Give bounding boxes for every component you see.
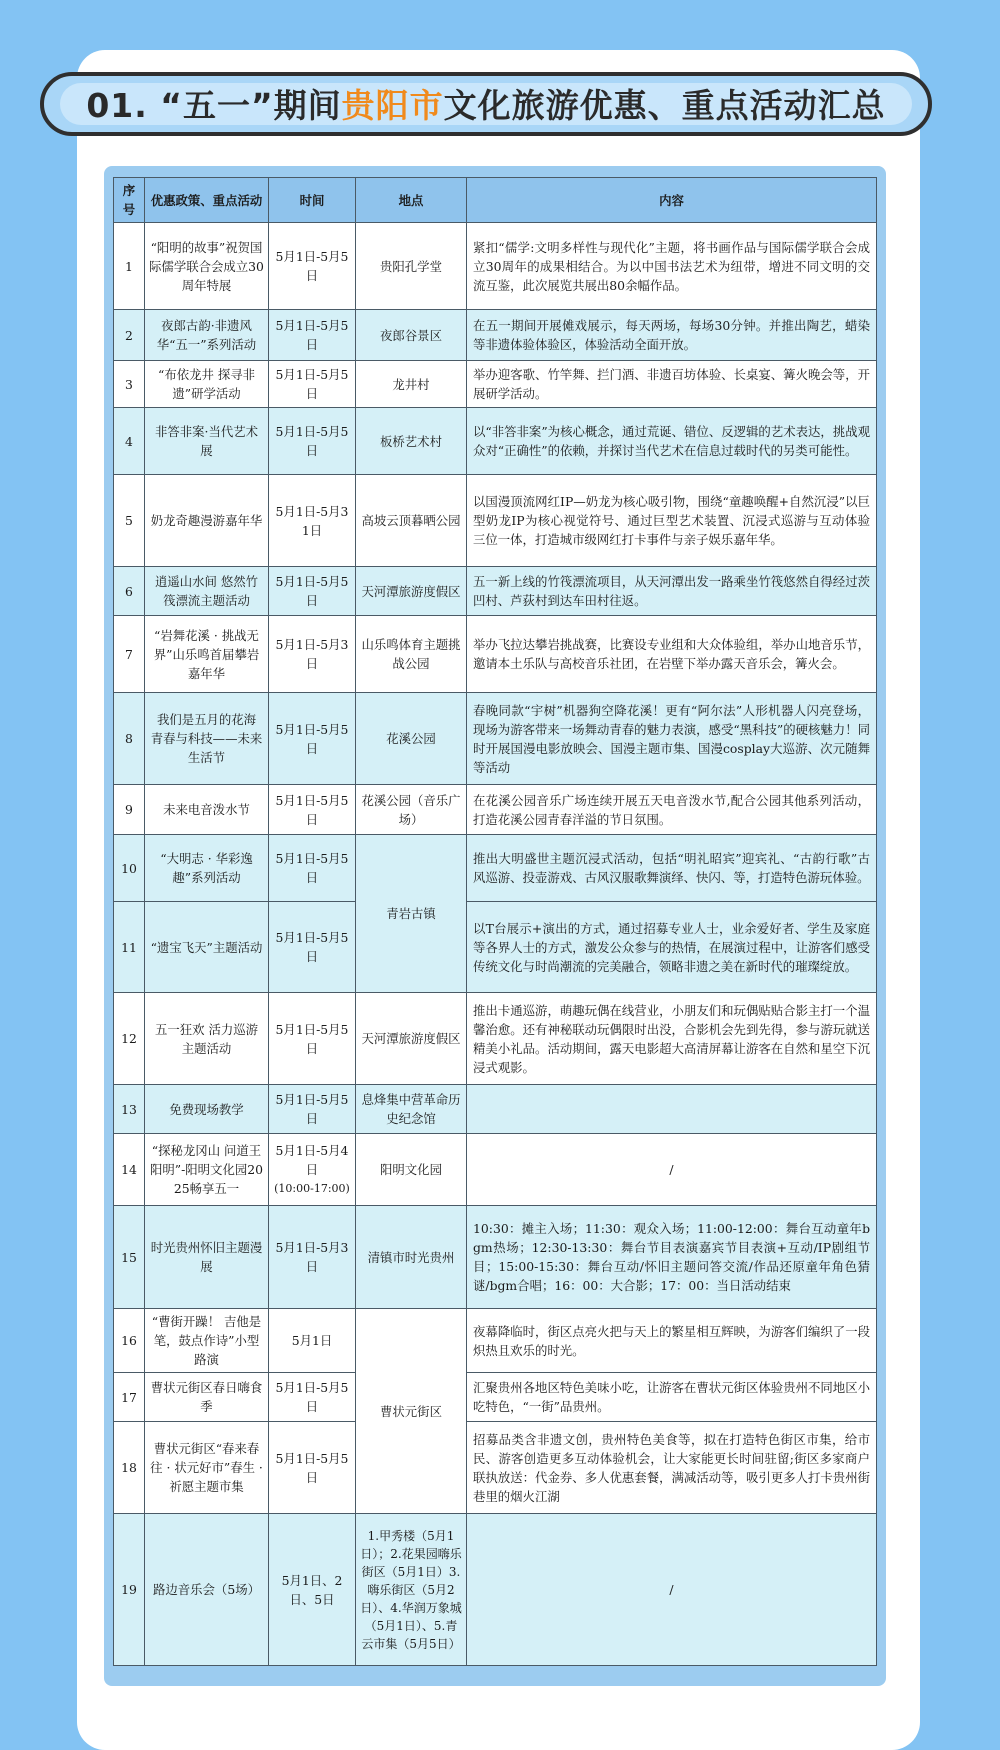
row-place: 山乐鸣体育主题挑战公园 — [356, 616, 467, 693]
row-no: 17 — [114, 1373, 145, 1422]
row-time: 5月1日-5月5日 — [269, 835, 356, 902]
row-no: 4 — [114, 408, 145, 475]
row-place-merged: 曹状元街区 — [356, 1309, 467, 1514]
row-name: “探秘龙冈山 问道王阳明”-阳明文化园2025畅享五一 — [145, 1134, 269, 1206]
page-title — [44, 80, 928, 127]
row-no: 10 — [114, 835, 145, 902]
row-time: 5月1日-5月5日 — [269, 310, 356, 361]
row-content: 五一新上线的竹筏漂流项目，从天河潭出发一路乘坐竹筏悠然自得经过茨凹村、芦荻村到达车田村往返。 — [467, 567, 877, 616]
row-content: 招募品类含非遗文创，贵州特色美食等，拟在打造特色街区市集，给市民、游客创造更多互动体验机会，让大家能更长时间驻留;街区多家商户联执放送：代金券、多人优惠套餐，满减活动等，吸引更多人打卡贵州街巷里的烟火江湖 — [467, 1422, 877, 1514]
row-no: 1 — [114, 223, 145, 310]
row-place-merged: 青岩古镇 — [356, 835, 467, 993]
table-row — [114, 835, 877, 902]
row-content: 在五一期间开展傩戏展示，每天两场，每场30分钟。并推出陶艺，蜡染等非遗体验体验区，体验活动全面开放。 — [467, 310, 877, 361]
row-no: 14 — [114, 1134, 145, 1206]
row-content: 以T台展示+演出的方式，通过招募专业人士，业余爱好者、学生及家庭等各界人士的方式，激发公众参与的热情，在展演过程中，让游客们感受传统文化与时尚潮流的完美融合，领略非遗之美在新时代的璀璨绽放。 — [467, 902, 877, 993]
row-name: 路边音乐会（5场） — [145, 1514, 269, 1666]
table-row — [114, 785, 877, 835]
table-row — [114, 475, 877, 567]
row-time: 5月1日-5月5日 — [269, 567, 356, 616]
row-place: 花溪公园（音乐广场） — [356, 785, 467, 835]
row-name: 时光贵州怀旧主题漫展 — [145, 1206, 269, 1309]
row-content: / — [467, 1134, 877, 1206]
table-row — [114, 1514, 877, 1666]
row-no: 13 — [114, 1085, 145, 1134]
row-content: 举办飞拉达攀岩挑战赛，比赛设专业组和大众体验组，举办山地音乐节，邀请本土乐队与高校音乐社团，在岩壁下举办露天音乐会，篝火会。 — [467, 616, 877, 693]
row-name: 我们是五月的花海 青春与科技——未来生活节 — [145, 693, 269, 785]
row-time — [269, 1134, 356, 1206]
table-row — [114, 993, 877, 1085]
table-row — [114, 408, 877, 475]
table-row — [114, 1422, 877, 1514]
row-time-date: 5月1日-5月4日 — [275, 1143, 349, 1177]
row-no: 2 — [114, 310, 145, 361]
col-header-name: 优惠政策、重点活动 — [145, 178, 269, 223]
row-content: 推出大明盛世主题沉浸式活动，包括“明礼昭宾”迎宾礼、“古韵行歌”古风巡游、投壶游戏、古风汉服歌舞演绎、快闪、等，打造特色游玩体验。 — [467, 835, 877, 902]
activity-table — [113, 177, 877, 1666]
row-name: “遗宝飞天”主题活动 — [145, 902, 269, 993]
row-content: 夜幕降临时，街区点亮火把与天上的繁星相互辉映，为游客们编织了一段炽热且欢乐的时光。 — [467, 1309, 877, 1373]
row-place: 天河潭旅游度假区 — [356, 567, 467, 616]
row-time: 5月1日-5月5日 — [269, 993, 356, 1085]
row-name: “布依龙井 探寻非遗”研学活动 — [145, 361, 269, 408]
row-time: 5月1日-5月5日 — [269, 361, 356, 408]
row-name: 夜郎古韵·非遗风华“五一”系列活动 — [145, 310, 269, 361]
table-row — [114, 902, 877, 993]
table-row — [114, 567, 877, 616]
row-content — [467, 1085, 877, 1134]
col-header-content: 内容 — [467, 178, 877, 223]
row-time: 5月1日-5月5日 — [269, 902, 356, 993]
row-name: 曹状元街区“春来春往 · 状元好市”春生 · 祈愿主题市集 — [145, 1422, 269, 1514]
row-place: 1.甲秀楼（5月1日）；2.花果园嗨乐街区（5月1日）3.嗨乐街区（5月2日）、4.华润万象城（5月1日）、5.青云市集（5月5日） — [356, 1514, 467, 1666]
row-no: 18 — [114, 1422, 145, 1514]
row-no: 3 — [114, 361, 145, 408]
row-content: 紧扣“儒学:文明多样性与现代化”主题，将书画作品与国际儒学联合会成立30周年的成果相结合。为以中国书法艺术为纽带，增进不同文明的交流互鉴，此次展览共展出80余幅作品。 — [467, 223, 877, 310]
table-row — [114, 616, 877, 693]
table-row — [114, 1373, 877, 1422]
row-no: 7 — [114, 616, 145, 693]
table-row — [114, 1309, 877, 1373]
row-place: 阳明文化园 — [356, 1134, 467, 1206]
row-no: 12 — [114, 993, 145, 1085]
table-row — [114, 693, 877, 785]
row-time: 5月1日-5月5日 — [269, 1085, 356, 1134]
row-content: 以国漫顶流网红IP—奶龙为核心吸引物，围绕“童趣唤醒+自然沉浸”以巨型奶龙IP为核心视觉符号、通过巨型艺术装置、沉浸式巡游与互动体验三位一体，打造城市级网红打卡事件与亲子娱乐嘉年华。 — [467, 475, 877, 567]
row-time: 5月1日-5月5日 — [269, 408, 356, 475]
table-header-row — [114, 178, 877, 223]
row-place: 板桥艺术村 — [356, 408, 467, 475]
row-content: / — [467, 1514, 877, 1666]
title-city-highlight: 贵阳市 — [341, 86, 444, 125]
row-no: 9 — [114, 785, 145, 835]
title-suffix: 文化旅游优惠、重点活动汇总 — [443, 86, 886, 125]
row-time: 5月1日-5月3日 — [269, 1206, 356, 1309]
title-banner — [40, 72, 932, 136]
row-name: 免费现场教学 — [145, 1085, 269, 1134]
col-header-no: 序号 — [114, 178, 145, 223]
row-name: “曹街开躁！ 吉他是笔，鼓点作诗”小型路演 — [145, 1309, 269, 1373]
table-row — [114, 1134, 877, 1206]
row-no: 6 — [114, 567, 145, 616]
row-name: 非答非案·当代艺术展 — [145, 408, 269, 475]
row-content: 推出卡通巡游，萌趣玩偶在线营业，小朋友们和玩偶贴贴合影主打一个温馨治愈。还有神秘联动玩偶限时出没，合影机会先到先得，参与游玩就送精美小礼品。活动期间，露天电影超大高清屏幕让游客在自然和星空下沉浸式观影。 — [467, 993, 877, 1085]
table-row — [114, 223, 877, 310]
row-content: 举办迎客歌、竹竿舞、拦门酒、非遗百坊体验、长桌宴、篝火晚会等，开展研学活动。 — [467, 361, 877, 408]
row-name: “岩舞花溪 · 挑战无界”山乐鸣首届攀岩嘉年华 — [145, 616, 269, 693]
table-row — [114, 1206, 877, 1309]
row-time: 5月1日-5月31日 — [269, 475, 356, 567]
row-place: 夜郎谷景区 — [356, 310, 467, 361]
row-content: 汇聚贵州各地区特色美味小吃，让游客在曹状元街区体验贵州不同地区小吃特色，“一街”品贵州。 — [467, 1373, 877, 1422]
row-no: 15 — [114, 1206, 145, 1309]
row-content: 10:30：摊主入场；11:30：观众入场；11:00-12:00：舞台互动童年bgm热场；12:30-13:30：舞台节目表演嘉宾节目表演+互动/IP剧组节目；15:00-15:30：舞台互动/怀旧主题问答交流/作品还原童年角色猜谜/bgm合唱；16：00：大合影；17：00：当日活动结束 — [467, 1206, 877, 1309]
row-place: 龙井村 — [356, 361, 467, 408]
row-place: 息烽集中营革命历史纪念馆 — [356, 1085, 467, 1134]
row-time: 5月1日-5月5日 — [269, 1422, 356, 1514]
row-no: 8 — [114, 693, 145, 785]
row-time: 5月1日-5月3日 — [269, 616, 356, 693]
row-content: 春晚同款“宇树”机器狗空降花溪！更有“阿尔法”人形机器人闪亮登场，现场为游客带来一场舞动青春的魅力表演，感受“黑科技”的硬核魅力！同时开展国漫电影放映会、国漫主题市集、国漫cosplay大巡游、次元随舞等活动 — [467, 693, 877, 785]
row-name: 逍遥山水间 悠然竹筏漂流主题活动 — [145, 567, 269, 616]
row-place: 天河潭旅游度假区 — [356, 993, 467, 1085]
row-no: 11 — [114, 902, 145, 993]
row-place: 贵阳孔学堂 — [356, 223, 467, 310]
row-no: 16 — [114, 1309, 145, 1373]
row-place: 清镇市时光贵州 — [356, 1206, 467, 1309]
row-content: 以“非答非案”为核心概念，通过荒诞、错位、反逻辑的艺术表达，挑战观众对“正确性”的依赖，并探讨当代艺术在信息过载时代的另类可能性。 — [467, 408, 877, 475]
row-time: 5月1日-5月5日 — [269, 693, 356, 785]
row-name: 五一狂欢 活力巡游主题活动 — [145, 993, 269, 1085]
row-time: 5月1日-5月5日 — [269, 1373, 356, 1422]
col-header-time: 时间 — [269, 178, 356, 223]
row-time-hours: (10:00-17:00) — [274, 1182, 350, 1195]
row-time: 5月1日-5月5日 — [269, 785, 356, 835]
row-time: 5月1日 — [269, 1309, 356, 1373]
row-name: 奶龙奇趣漫游嘉年华 — [145, 475, 269, 567]
row-no: 5 — [114, 475, 145, 567]
row-name: 未来电音泼水节 — [145, 785, 269, 835]
row-time: 5月1日-5月5日 — [269, 223, 356, 310]
row-content: 在花溪公园音乐广场连续开展五天电音泼水节,配合公园其他系列活动，打造花溪公园青春洋溢的节日氛围。 — [467, 785, 877, 835]
row-name: 曹状元街区春日嗨食季 — [145, 1373, 269, 1422]
row-place: 高坡云顶暮晒公园 — [356, 475, 467, 567]
row-name: “阳明的故事”祝贺国际儒学联合会成立30周年特展 — [145, 223, 269, 310]
row-place: 花溪公园 — [356, 693, 467, 785]
table-row — [114, 361, 877, 408]
title-prefix: 01. “五一”期间 — [86, 86, 342, 125]
col-header-place: 地点 — [356, 178, 467, 223]
row-name: “大明志 · 华彩逸趣”系列活动 — [145, 835, 269, 902]
row-time: 5月1日、2日、5日 — [269, 1514, 356, 1666]
row-no: 19 — [114, 1514, 145, 1666]
table-row — [114, 1085, 877, 1134]
table-row — [114, 310, 877, 361]
